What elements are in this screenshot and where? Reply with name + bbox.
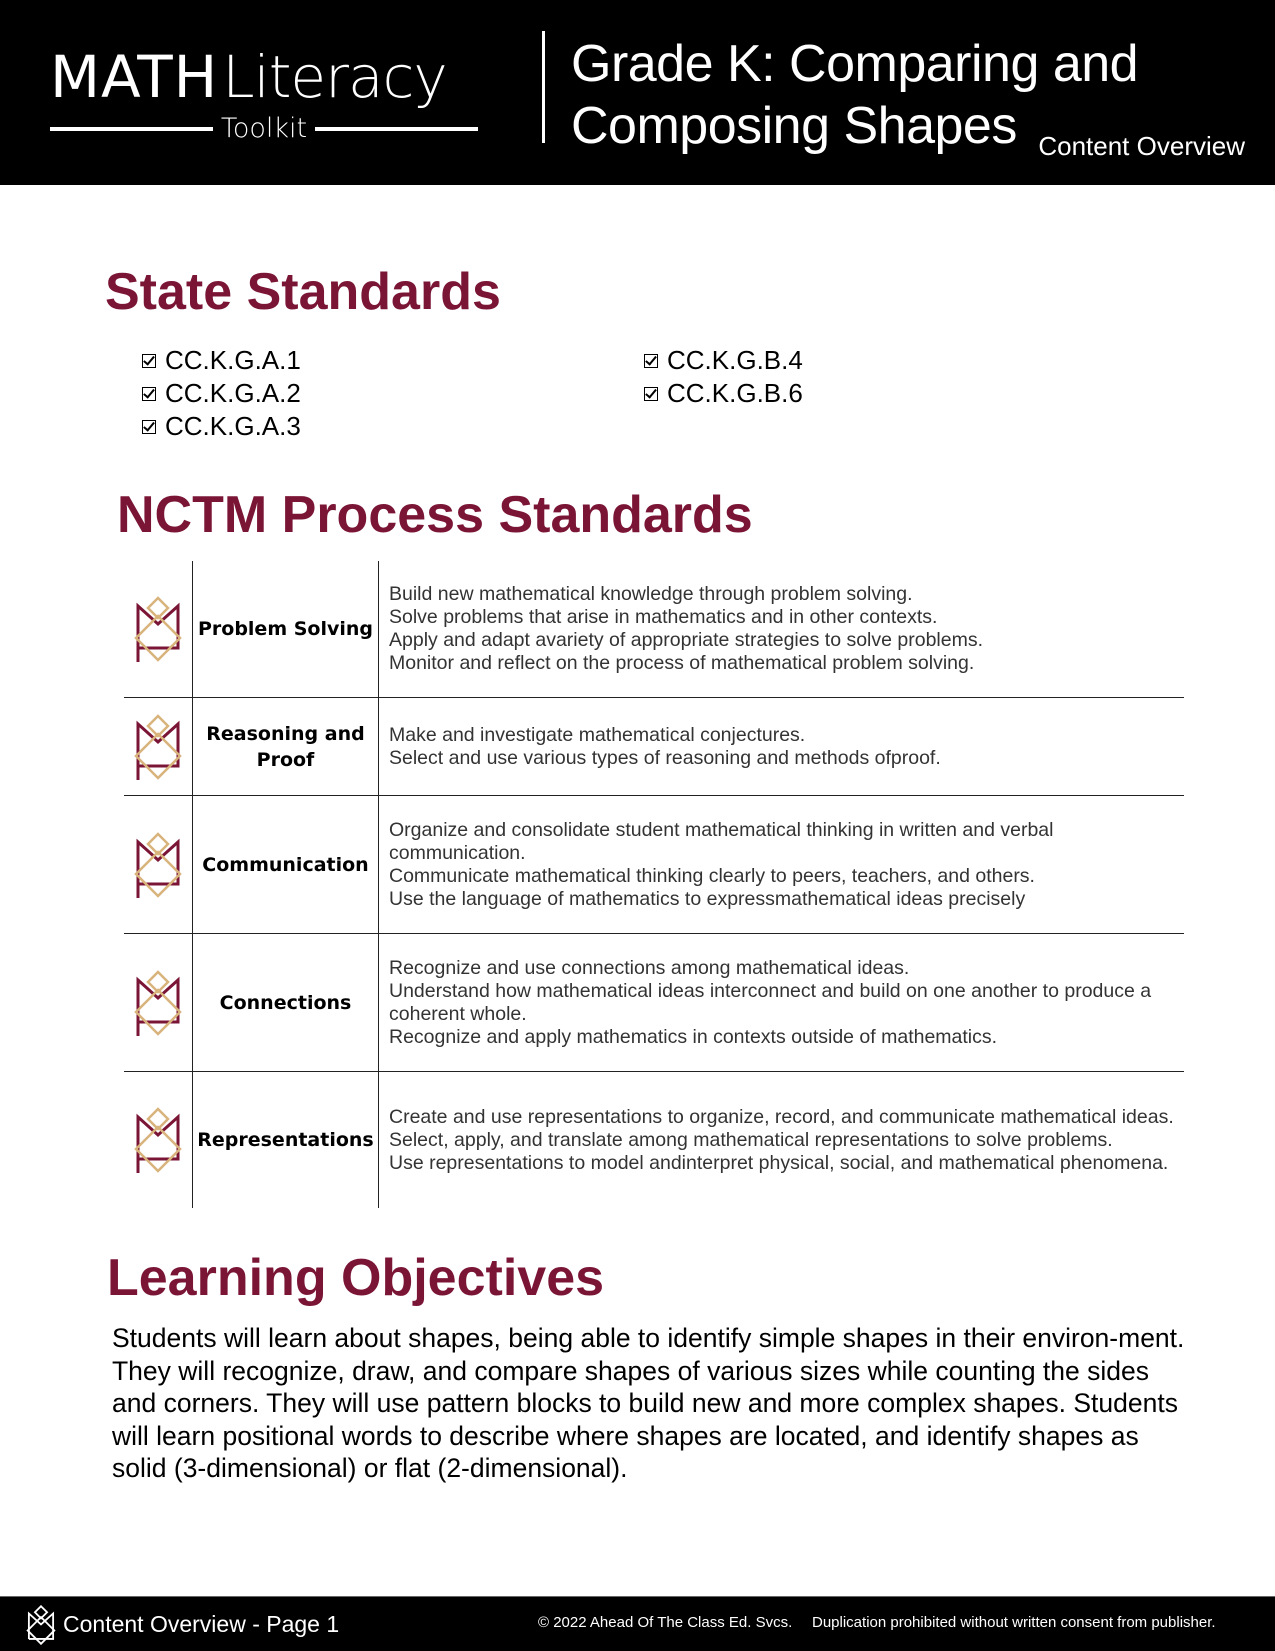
standard-code: CC.K.G.B.4 xyxy=(667,345,803,375)
description-line: Select and use various types of reasoning and methods ofproof. xyxy=(389,746,941,769)
standard-description xyxy=(379,561,1184,697)
page-title-line1: Grade K: Comparing and xyxy=(571,35,1139,93)
state-standards-heading: State Standards xyxy=(105,263,501,321)
standard-name: Representations xyxy=(193,1072,379,1208)
standard-item xyxy=(142,410,301,443)
page-header xyxy=(0,0,1275,185)
math-literacy-logo xyxy=(50,42,480,152)
description-line: Make and investigate mathematical conjectures. xyxy=(389,723,806,746)
description-line: Monitor and reflect on the process of mathematical problem solving. xyxy=(389,652,975,674)
math-literacy-emblem-icon xyxy=(130,714,186,780)
description-line: Communicate mathematical thinking clearly to peers, teachers, and others. xyxy=(389,864,1035,887)
description-line: Select, apply, and translate among mathematical representations to solve problems. xyxy=(389,1128,1113,1151)
standards-column-left xyxy=(142,344,301,443)
checkbox-checked-icon xyxy=(644,387,658,401)
learning-objectives-heading: Learning Objectives xyxy=(107,1249,605,1307)
footer-notice: Duplication prohibited without written consent from publisher. xyxy=(812,1614,1216,1631)
description-line: Organize and consolidate student mathematical thinking in written and verbal communication. xyxy=(389,818,1054,864)
standard-name: Connections xyxy=(193,934,379,1071)
row-icon-cell xyxy=(124,934,193,1071)
logo-rule-left xyxy=(50,127,213,131)
row-icon-cell xyxy=(124,796,193,933)
math-literacy-emblem-icon xyxy=(130,596,186,662)
logo-literacy: Literacy xyxy=(222,43,447,111)
table-row-communication xyxy=(124,796,1184,934)
page-footer xyxy=(0,1596,1275,1651)
logo-math: MATH xyxy=(50,43,219,111)
standard-description xyxy=(379,698,1184,795)
page-subtitle: Content Overview xyxy=(1038,131,1245,161)
table-row-connections xyxy=(124,934,1184,1072)
table-row-problem-solving xyxy=(124,561,1184,698)
description-line: Apply and adapt avariety of appropriate strategies to solve problems. xyxy=(389,629,984,651)
nctm-standards-table xyxy=(124,561,1184,1208)
math-literacy-emblem-icon xyxy=(130,832,186,898)
standard-code: CC.K.G.A.3 xyxy=(165,411,301,441)
nctm-heading: NCTM Process Standards xyxy=(117,486,753,544)
description-line: Solve problems that arise in mathematics and in other contexts. xyxy=(389,606,938,628)
checkbox-checked-icon xyxy=(142,387,156,401)
math-literacy-emblem-icon xyxy=(24,1605,58,1645)
table-row-representations xyxy=(124,1072,1184,1208)
standard-item xyxy=(142,377,301,410)
description-line: Create and use representations to organize, record, and communicate mathematical ideas. xyxy=(389,1105,1174,1128)
footer-page-label: Content Overview - Page 1 xyxy=(63,1611,340,1637)
math-literacy-emblem-icon xyxy=(130,970,186,1036)
standard-code: CC.K.G.B.6 xyxy=(667,378,803,408)
standard-code: CC.K.G.A.2 xyxy=(165,378,301,408)
row-icon-cell xyxy=(124,1072,193,1208)
standard-item xyxy=(142,344,301,377)
checkbox-checked-icon xyxy=(142,420,156,434)
standard-description xyxy=(379,796,1184,933)
standard-name: Problem Solving xyxy=(193,561,379,697)
checkbox-checked-icon xyxy=(644,354,658,368)
description-line: Understand how mathematical ideas interconnect and build on one another to produce a coherent whole. xyxy=(389,979,1152,1025)
standard-item xyxy=(644,344,803,377)
description-line: Use representations to model andinterpret physical, social, and mathematical phenomena. xyxy=(389,1151,1169,1174)
logo-toolkit-row xyxy=(50,114,478,144)
checkbox-checked-icon xyxy=(142,354,156,368)
description-line: Use the language of mathematics to expressmathematical ideas precisely xyxy=(389,887,1026,910)
standard-name: Communication xyxy=(193,796,379,933)
page-title-line2: Composing Shapes xyxy=(571,97,1017,155)
header-divider xyxy=(542,31,545,143)
description-line: Recognize and apply mathematics in contexts outside of mathematics. xyxy=(389,1025,998,1048)
standard-name: Reasoning and Proof xyxy=(193,698,379,795)
learning-objectives-text: Students will learn about shapes, being able to identify simple shapes in their environ-ment. They will recognize, draw, and compare shapes of various sizes while counting the sides and corners. They will use pattern blocks to build new and more complex shapes. Students will learn positional words to describe where shapes are located, and identify shapes as solid (3-dimensional) or flat (2-dimensional). xyxy=(112,1323,1185,1483)
description-line: Build new mathematical knowledge through problem solving. xyxy=(389,583,913,605)
logo-wordmark xyxy=(50,42,447,112)
standard-code: CC.K.G.A.1 xyxy=(165,345,301,375)
standard-description xyxy=(379,1072,1184,1208)
description-line: Recognize and use connections among mathematical ideas. xyxy=(389,956,910,979)
standard-description xyxy=(379,934,1184,1071)
table-row-reasoning-and-proof xyxy=(124,698,1184,796)
logo-rule-right xyxy=(315,127,478,131)
standard-item xyxy=(644,377,803,410)
logo-toolkit: Toolkit xyxy=(220,113,308,144)
row-icon-cell xyxy=(124,561,193,697)
row-icon-cell xyxy=(124,698,193,795)
standards-column-right xyxy=(644,344,803,410)
math-literacy-emblem-icon xyxy=(130,1107,186,1173)
footer-copyright: © 2022 Ahead Of The Class Ed. Svcs. xyxy=(538,1614,793,1631)
